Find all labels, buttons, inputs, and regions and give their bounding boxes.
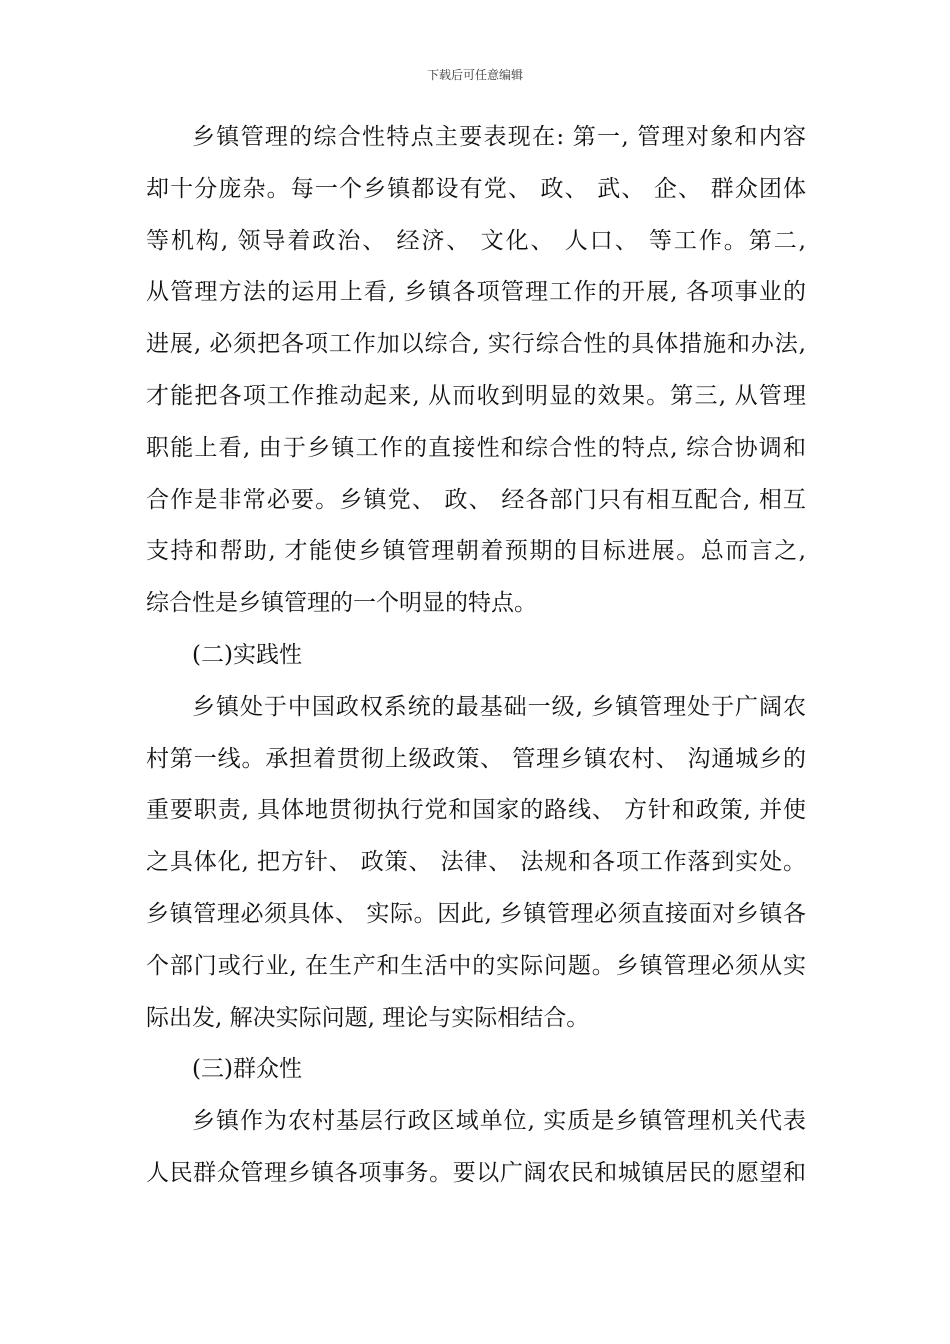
text-line: (二)实践性 <box>192 641 302 668</box>
text-line: 重要职责, 具体地贯彻执行党和国家的路线、 方针和政策, 并使 <box>146 797 806 824</box>
text-line: 从管理方法的运用上看, 乡镇各项管理工作的开展, 各项事业的 <box>146 279 806 306</box>
text-line: (三)群众性 <box>192 1056 302 1083</box>
text-line: 个部门或行业, 在生产和生活中的实际问题。乡镇管理必须从实 <box>146 952 806 979</box>
text-line: 合作是非常必要。乡镇党、 政、 经各部门只有相互配合, 相互 <box>146 486 806 513</box>
text-line: 际出发, 解决实际问题, 理论与实际相结合。 <box>146 1004 590 1031</box>
text-line: 支持和帮助, 才能使乡镇管理朝着预期的目标进展。总而言之, <box>146 538 806 565</box>
text-line: 乡镇管理的综合性特点主要表现在: 第一, 管理对象和内容 <box>192 124 806 150</box>
text-line: 才能把各项工作推动起来, 从而收到明显的效果。第三, 从管理 <box>146 382 806 409</box>
text-line: 之具体化, 把方针、 政策、 法律、 法规和各项工作落到实处。 <box>146 849 806 876</box>
page-header: 下载后可任意编辑 <box>426 68 523 82</box>
text-line: 人民群众管理乡镇各项事务。要以广阔农民和城镇居民的愿望和 <box>146 1159 806 1186</box>
text-line: 乡镇管理必须具体、 实际。因此, 乡镇管理必须直接面对乡镇各 <box>146 900 806 927</box>
text-line: 却十分庞杂。每一个乡镇都设有党、 政、 武、 企、 群众团体 <box>146 175 806 202</box>
text-line: 职能上看, 由于乡镇工作的直接性和综合性的特点, 综合协调和 <box>146 434 806 461</box>
text-line: 村第一线。承担着贯彻上级政策、 管理乡镇农村、 沟通城乡的 <box>146 745 806 772</box>
text-line: 乡镇处于中国政权系统的最基础一级, 乡镇管理处于广阔农 <box>192 693 806 720</box>
text-line: 等机构, 领导着政治、 经济、 文化、 人口、 等工作。第二, <box>146 227 806 254</box>
body-text <box>146 112 806 1200</box>
text-line: 进展, 必须把各项工作加以综合, 实行综合性的具体措施和办法, <box>146 331 806 358</box>
text-line: 乡镇作为农村基层行政区域单位, 实质是乡镇管理机关代表 <box>192 1108 806 1135</box>
text-line: 综合性是乡镇管理的一个明显的特点。 <box>146 590 537 617</box>
